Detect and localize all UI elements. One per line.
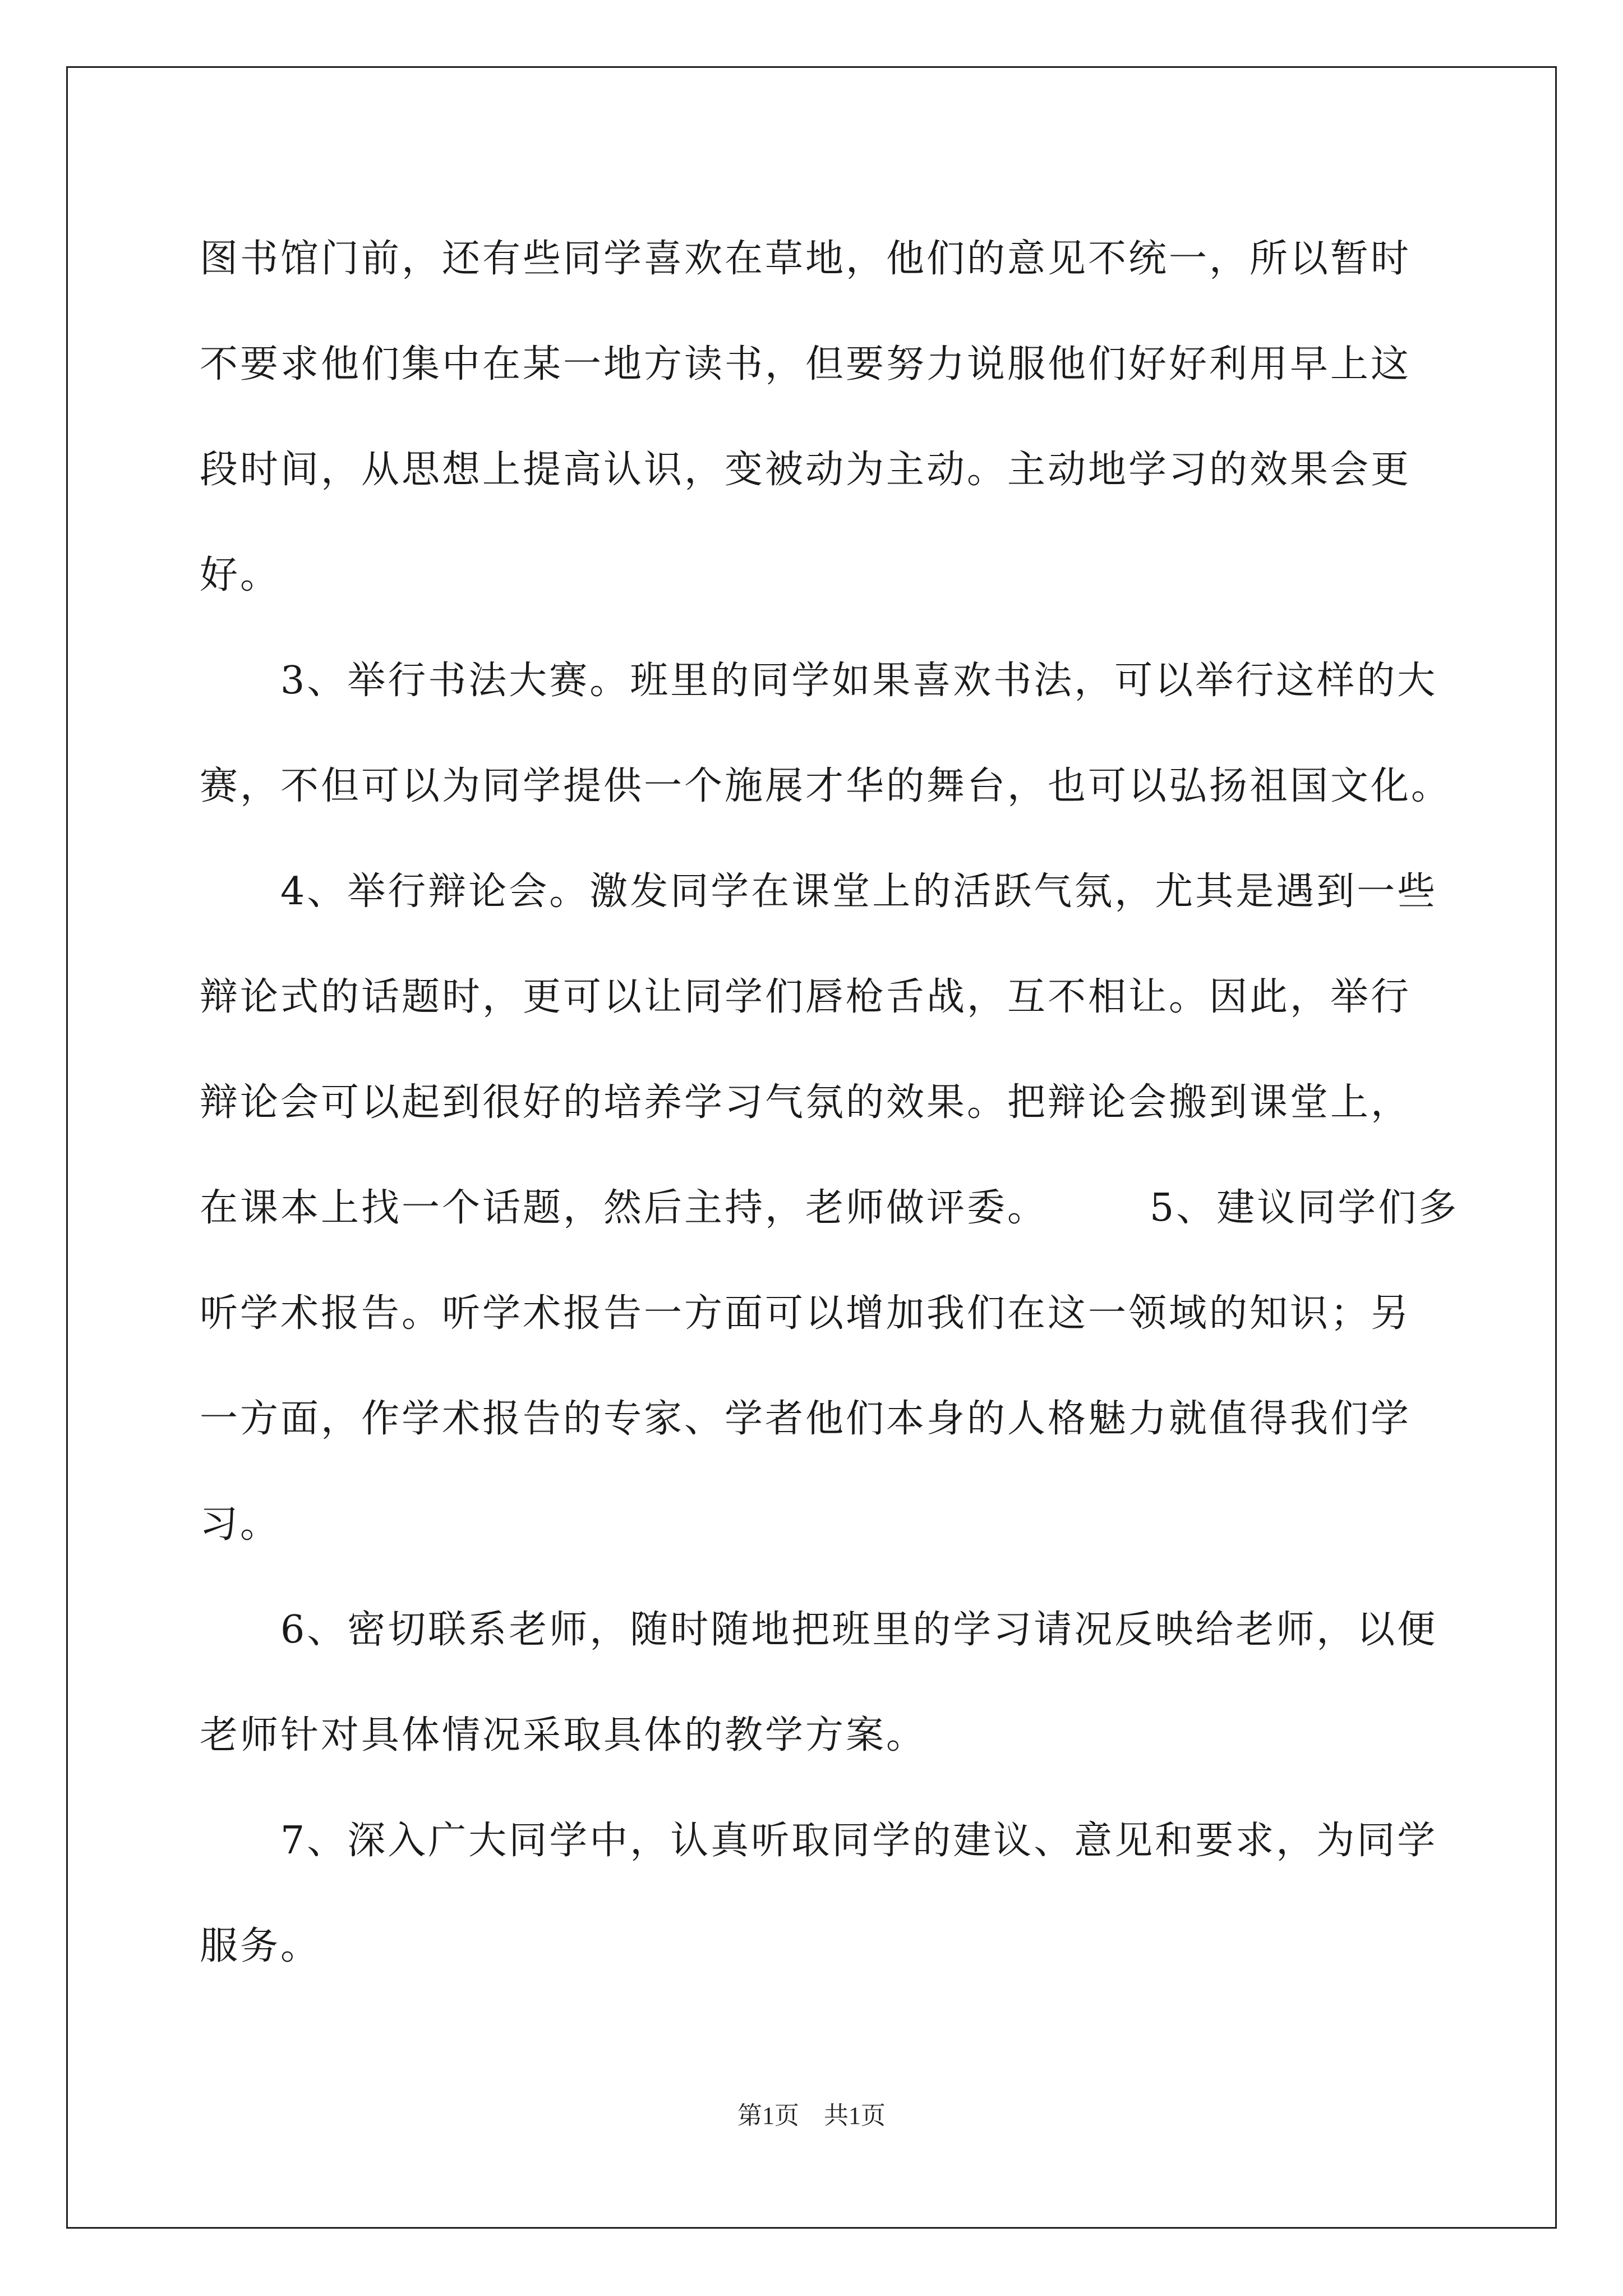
text-line: 7、深入广大同学中，认真听取同学的建议、意见和要求，为同学 bbox=[200, 1819, 1438, 1863]
document-body bbox=[200, 206, 1459, 1999]
text-line: 老师针对具体情况采取具体的教学方案。 bbox=[200, 1713, 927, 1757]
text-line: 图书馆门前，还有些同学喜欢在草地，他们的意见不统一，所以暂时 bbox=[200, 237, 1412, 281]
text-line: 一方面，作学术报告的专家、学者他们本身的人格魅力就值得我们学 bbox=[200, 1397, 1412, 1441]
text-line: 段时间，从思想上提高认识，变被动为主动。主动地学习的效果会更 bbox=[200, 448, 1412, 492]
text-line: 3、举行书法大赛。班里的同学如果喜欢书法，可以举行这样的大 bbox=[200, 659, 1438, 703]
text-line: 赛，不但可以为同学提供一个施展才华的舞台，也可以弘扬祖国文化。 bbox=[200, 764, 1452, 808]
text-line: 好。 bbox=[200, 553, 281, 597]
text-line: 服务。 bbox=[200, 1924, 321, 1968]
text-line: 6、密切联系老师，随时随地把班里的学习请况反映给老师，以便 bbox=[200, 1608, 1438, 1652]
text-line: 习。 bbox=[200, 1502, 281, 1547]
text-line: 听学术报告。听学术报告一方面可以增加我们在这一领域的知识；另 bbox=[200, 1291, 1412, 1336]
page-number-footer: 第1页 共1页 bbox=[737, 2102, 886, 2129]
text-line: 不要求他们集中在某一地方读书，但要努力说服他们好好利用早上这 bbox=[200, 342, 1412, 386]
text-line: 4、举行辩论会。激发同学在课堂上的活跃气氛，尤其是遇到一些 bbox=[200, 869, 1438, 914]
text-line: 辩论会可以起到很好的培养学习气氛的效果。把辩论会搬到课堂上， bbox=[200, 1080, 1412, 1125]
text-line: 在课本上找一个话题，然后主持，老师做评委。 5、建议同学们多 bbox=[200, 1186, 1459, 1230]
text-line: 辩论式的话题时，更可以让同学们唇枪舌战，互不相让。因此，举行 bbox=[200, 975, 1412, 1019]
